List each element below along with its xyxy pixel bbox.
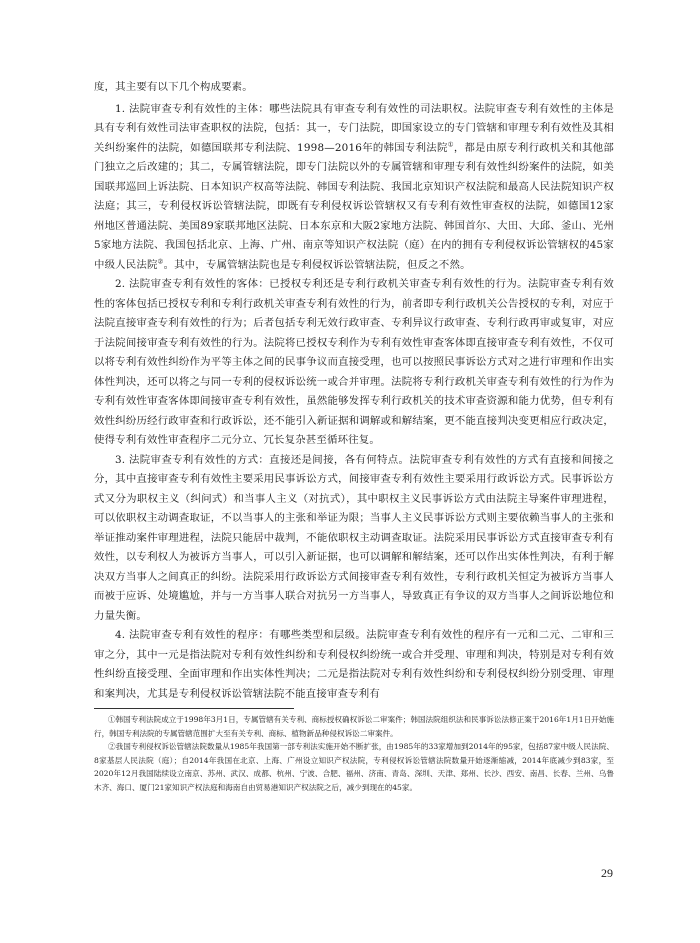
footnote-1: ①韩国专利法院成立于1998年3月1日，专属管辖有关专利、商标授权确权诉讼二审案件；韩国法院组织法和民事诉讼法修正案于2016年1月1日开始施行，韩国专利法院的专属管辖范围扩大至有关专利、商标、植物新品种侵权诉讼二审案件。 (94, 715, 615, 738)
footnote-2: ②我国专利侵权诉讼管辖法院数量从1985年我国第一部专利法实施开始不断扩张，由1985年的33家增加到2014年的95家，包括87家中级人民法院、8家基层人民法院（庭）；自2014年我国在北京、上海、广州设立知识产权法院，专利侵权诉讼管辖法院数量开始逐渐缩减，2014年底减少到83家，至2020年12月我国陆续设立南京、苏州、武汉、成都、杭州、宁波、合肥、福州、济南、青岛、深圳、天津、郑州、长沙、西安、南昌、长春、兰州、乌鲁木齐、海口、厦门21家知识产权法庭和海南自由贸易港知识产权法院之后，减少到现在的45家。 (94, 742, 614, 792)
intro-line: 度，其主要有以下几个构成要素。 (94, 81, 253, 93)
paragraph-subject-tail: ，都是由原专利行政机关和其他部门独立之后改建的；其二，专属管辖法院，即专门法院以外的专属管辖和审理专利有效性纠纷案件的法院，如美国联邦巡回上诉法院、日本知识产权高等法院、韩国专利法院、我国北京知识产权法院和最高人民法院知识产权法庭；其三，专利侵权诉讼管辖法院，即既有专利侵权诉讼管辖权又有专利有效性审查权的法院，如德国12家州地区普通法院、美国89家联邦地区法院、日本东京和大阪2家地方法院、韩国首尔、大田、大邱、釜山、光州5家地方法院、我国包括北京、上海、广州、南京等知识产权法院（庭）在内的拥有专利侵权诉讼管辖权的45家中级人民法院 (94, 141, 614, 271)
paragraph-subject (94, 100, 614, 276)
footnote-ref-2[interactable]: ② (157, 257, 164, 266)
paragraph-subject-text: 1. 法院审查专利有效性的主体：哪些法院具有审查专利有效性的司法职权。法院审查专利有效性的主体是具有专利有效性司法审查职权的法院，包括：其一，专门法院，即国家设立的专门管辖和审理专利有效性及其相关纠纷案件的法院，如德国联邦专利法院、1998—2016年的韩国专利法院 (94, 102, 614, 154)
paragraph-subject-tail2: 。其中，专属管辖法院也是专利侵权诉讼管辖法院，但反之不然。 (163, 258, 471, 271)
page-number: 29 (601, 866, 613, 880)
page-body (94, 78, 614, 794)
paragraph-method: 3. 法院审查专利有效性的方式：直接还是间接，各有何特点。法院审查专利有效性的方式有直接和间接之分，其中直接审查专利有效性主要采用民事诉讼方式，间接审查专利有效性主要采用行政诉讼方式。民事诉讼方式又分为职权主义（纠问式）和当事人主义（对抗式），其中职权主义民事诉讼方式由法院主导案件审理进程，可以依职权主动调查取证，不以当事人的主张和举证为限；当事人主义民事诉讼方式则主要依赖当事人的主张和举证推动案件审理进程，法院只能居中裁判，不能依职权主动调查取证。法院采用民事诉讼方式直接审查专利有效性，以专利权人为被诉方当事人，可以引入新证据，也可以调解和解结案，还可以作出实体性判决，有利于解决双方当事人之间真正的纠纷。法院采用行政诉讼方式间接审查专利有效性，专利行政机关恒定为被诉方当事人而被于应诉、处境尴尬，并与一方当事人联合对抗另一方当事人，导致真正有争议的双方当事人之间诉讼地位和力量失衡。 (94, 453, 614, 622)
paragraph-object: 2. 法院审查专利有效性的客体：已授权专利还是专利行政机关审查专利有效性的行为。法院审查专利有效性的客体包括已授权专利和专利行政机关审查专利有效性的行为，前者即专利行政机关公告授权的专利，对应于法院直接审查专利有效性的行为；后者包括专利无效行政审查、专利异议行政审查、专利行政再审或复审，对应于法院间接审查专利有效性的行为。法院将已授权专利作为专利有效性审查客体即直接审查专利有效性，不仅可以将专利有效性纠纷作为平等主体之间的民事争议而直接受理，也可以按照民事诉讼方式对之进行审理和作出实体性判决，还可以将之与同一专利的侵权诉讼统一或合并审理。法院将专利行政机关审查专利有效性的行为作为专利有效性审查客体即间接审查专利有效性，虽然能够发挥专利行政机关的技术审查资源和能力优势，但专利有效性纠纷历经行政审查和行政诉讼，还不能引入新证据和调解或和解结案，更不能直接判决变更相应行政决定，使得专利有效性审查程序二元分立、冗长复杂甚至循环往复。 (94, 278, 614, 446)
paragraph-procedure: 4. 法院审查专利有效性的程序：有哪些类型和层级。法院审查专利有效性的程序有一元和二元、二审和三审之分，其中一元是指法院对专利有效性纠纷和专利侵权纠纷统一或合并受理、审理和判决，特别是对专利有效性纠纷直接受理、全面审理和作出实体性判决；二元是指法院对专利有效性纠纷和专利侵权纠纷分别受理、审理和案判决，尤其是专利侵权诉讼管辖法院不能直接审查专利有 (94, 629, 614, 700)
footnote-ref-1[interactable]: ① (447, 140, 454, 149)
footnote-divider (94, 708, 294, 709)
